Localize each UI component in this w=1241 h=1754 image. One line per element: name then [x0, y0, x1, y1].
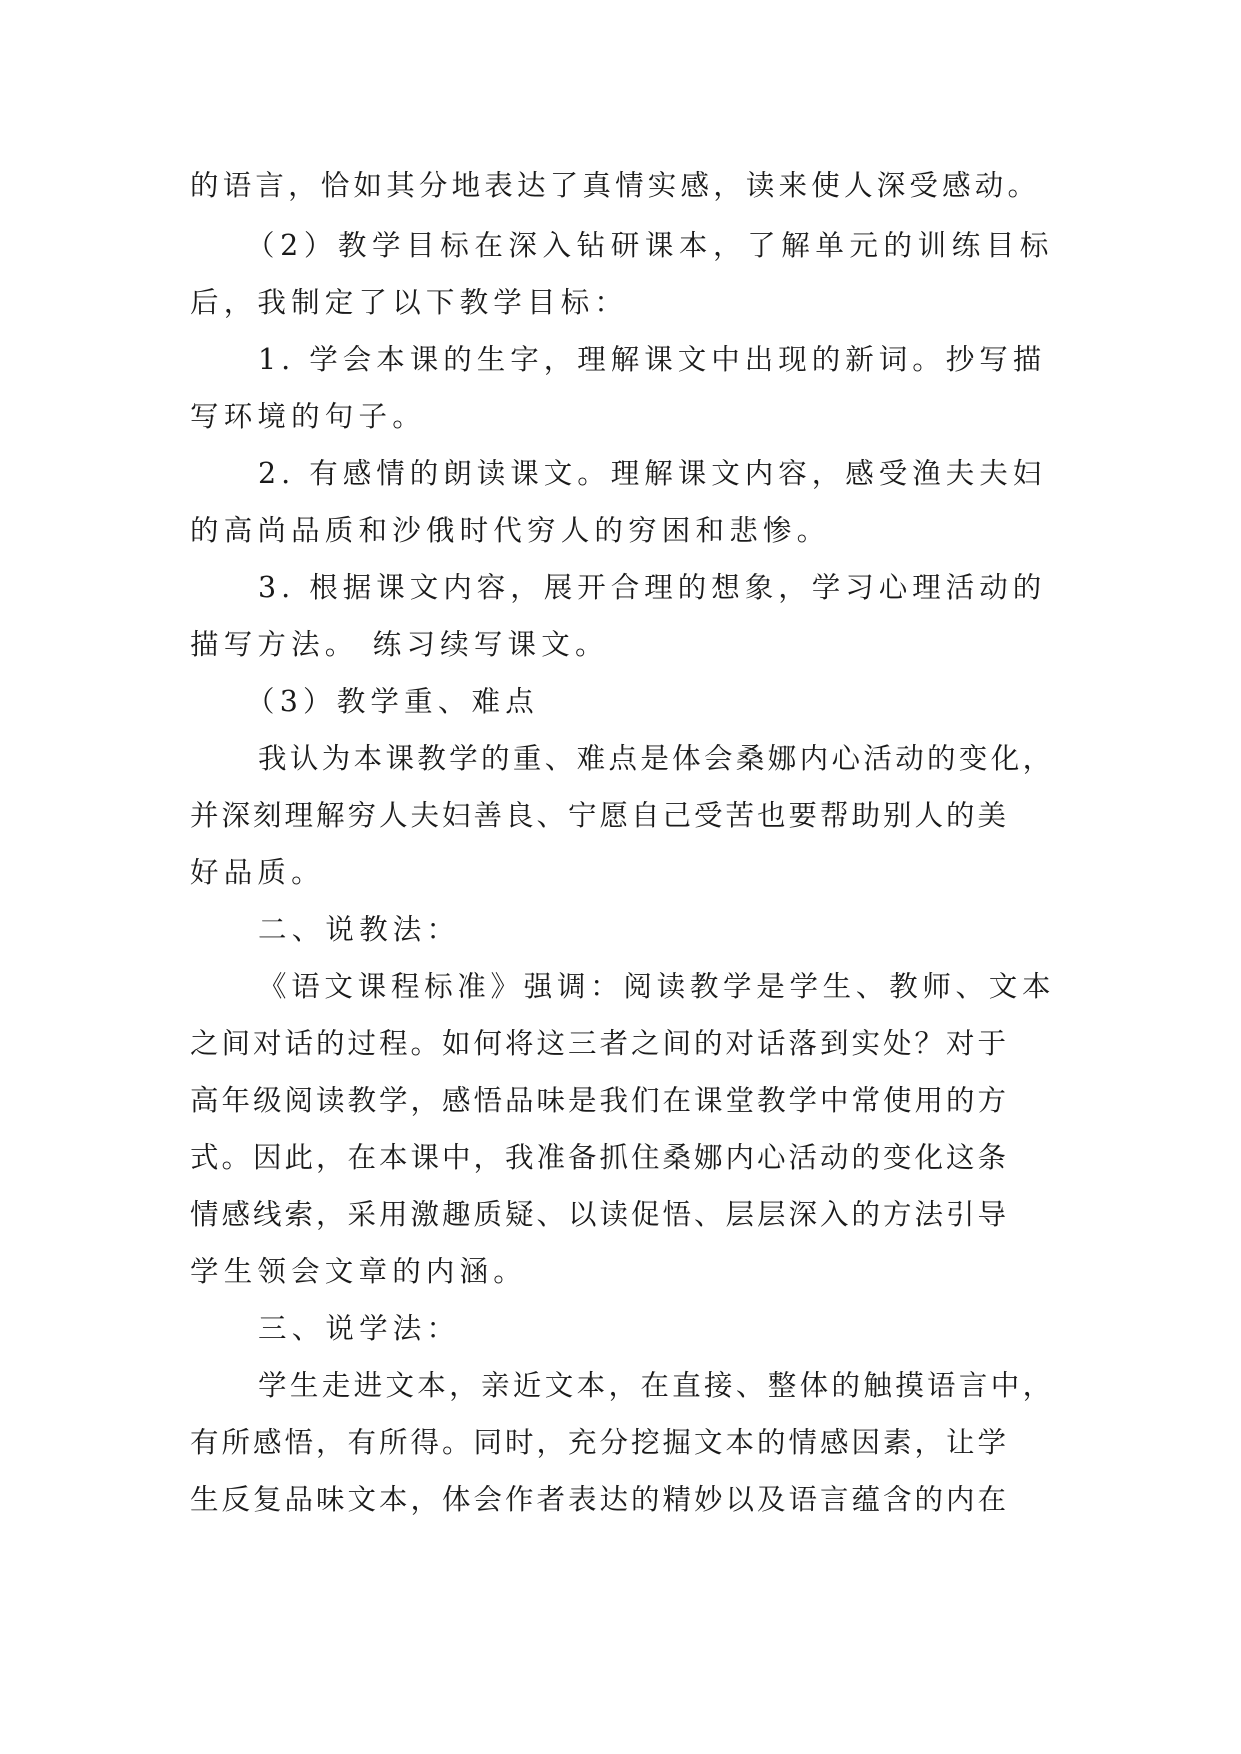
- text-line: 我认为本课教学的重、难点是体会桑娜内心活动的变化，: [258, 742, 1055, 775]
- text-line: 情感线索，采用激趣质疑、以读促悟、层层深入的方法引导: [190, 1198, 1010, 1231]
- text-line: 生反复品味文本，体会作者表达的精妙以及语言蕴含的内在: [190, 1483, 1010, 1516]
- text-line: （2）教学目标在深入钻研课本，了解单元的训练目标: [246, 229, 1055, 262]
- section-heading: 三、说学法：: [258, 1312, 461, 1345]
- text-line: （3）教学重、难点: [246, 685, 539, 718]
- text-line: 并深刻理解穷人夫妇善良、宁愿自己受苦也要帮助别人的美: [190, 799, 1010, 832]
- text-line: 《语文课程标准》强调：阅读教学是学生、教师、文本: [258, 970, 1056, 1003]
- text-line: 3. 根据课文内容，展开合理的想象，学习心理活动的: [258, 571, 1047, 604]
- text-line: 的语言，恰如其分地表达了真情实感，读来使人深受感动。: [190, 169, 1041, 202]
- section-heading: 二、说教法：: [258, 913, 461, 946]
- text-line: 描写方法。 练习续写课文。: [190, 628, 609, 661]
- text-line: 1. 学会本课的生字，理解课文中出现的新词。抄写描: [258, 343, 1047, 376]
- text-line: 的高尚品质和沙俄时代穷人的穷困和悲惨。: [190, 514, 831, 547]
- text-line: 之间对话的过程。如何将这三者之间的对话落到实处？对于: [190, 1027, 1010, 1060]
- text-line: 后，我制定了以下教学目标：: [190, 286, 629, 319]
- text-line: 2. 有感情的朗读课文。理解课文内容，感受渔夫夫妇: [258, 457, 1047, 490]
- text-line: 式。因此，在本课中，我准备抓住桑娜内心活动的变化这条: [190, 1141, 1010, 1174]
- text-line: 写环境的句子。: [190, 400, 426, 433]
- text-line: 好品质。: [190, 856, 325, 889]
- text-line: 学生领会文章的内涵。: [190, 1255, 528, 1288]
- text-line: 有所感悟，有所得。同时，充分挖掘文本的情感因素，让学: [190, 1426, 1010, 1459]
- text-line: 学生走进文本，亲近文本，在直接、整体的触摸语言中，: [258, 1369, 1055, 1402]
- text-line: 高年级阅读教学，感悟品味是我们在课堂教学中常使用的方: [190, 1084, 1010, 1117]
